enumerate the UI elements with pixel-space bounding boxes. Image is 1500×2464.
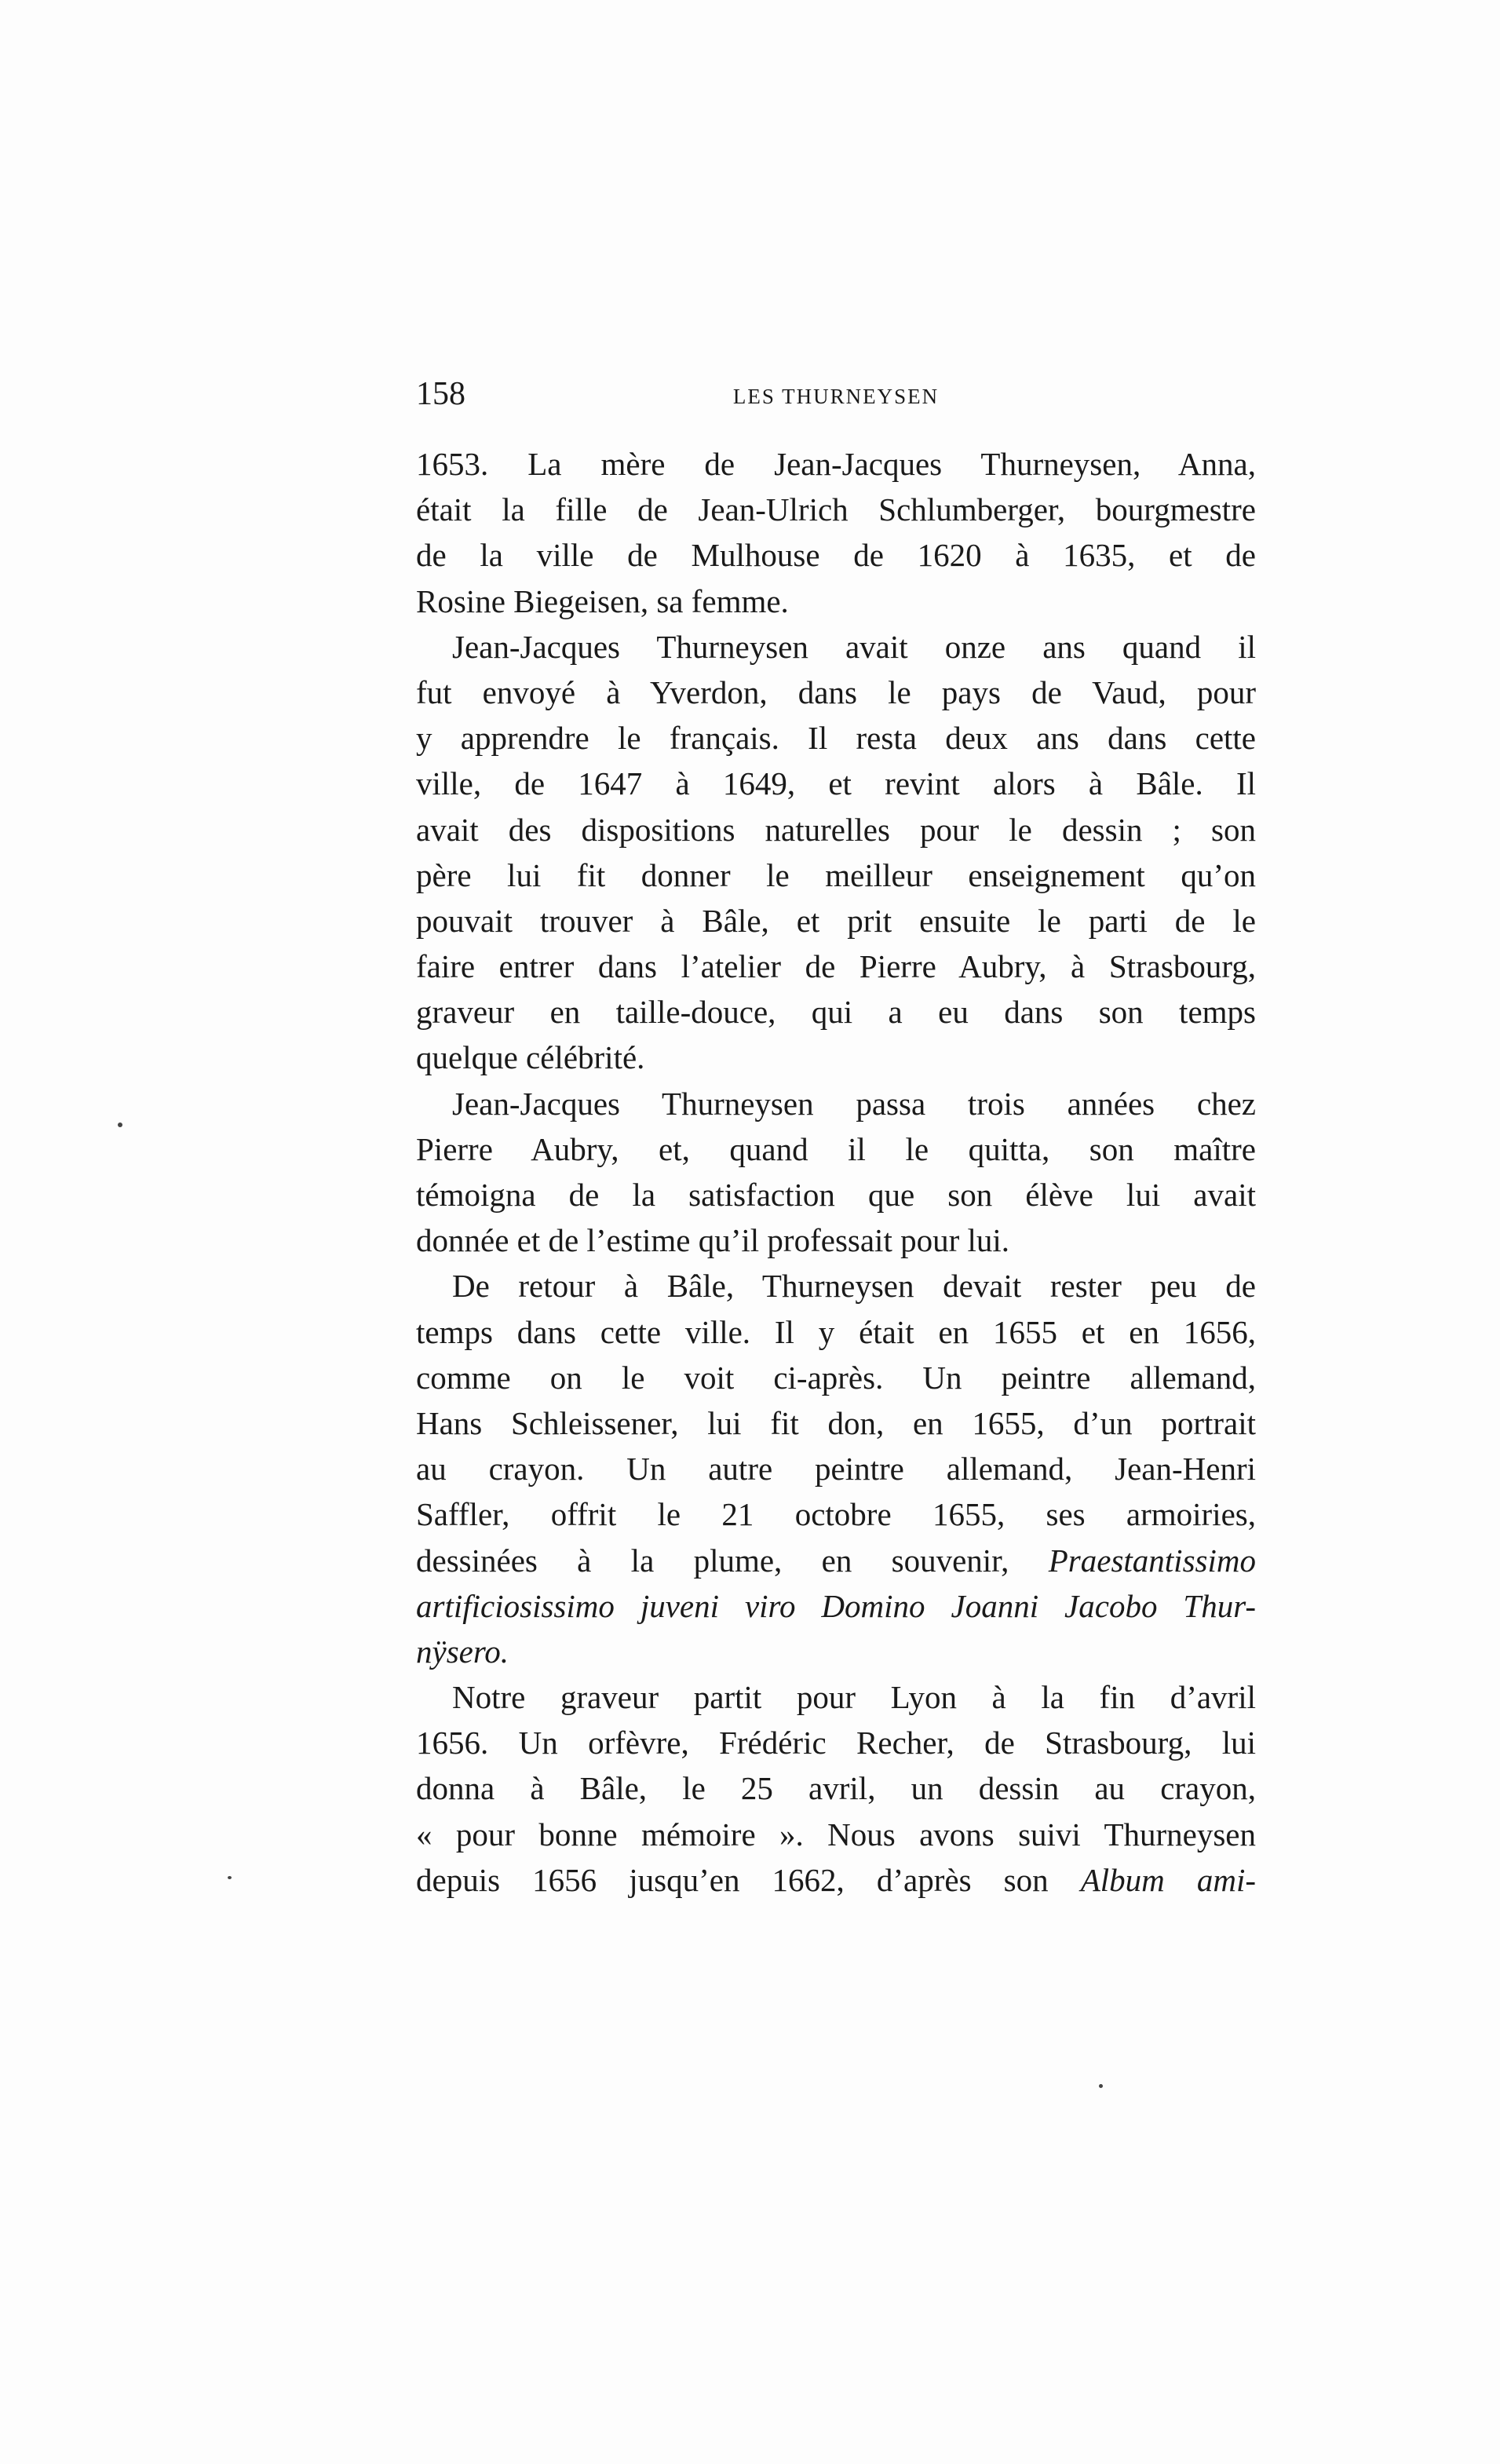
text: était la fille de Jean-Ulrich Schlumberger, bourgmestre (416, 491, 1256, 528)
text: témoigna de la satisfaction que son élève lui avait (416, 1177, 1256, 1213)
scan-speck (228, 1876, 232, 1879)
text: fut envoyé à Yverdon, dans le pays de Vaud, pour (416, 673, 1256, 710)
text-line (416, 1538, 1256, 1583)
text: donnée et de l’estime qu’il professait pour lui. (416, 1222, 1010, 1259)
italic-text: nÿsero. (416, 1633, 509, 1670)
text: Jean-Jacques Thurneysen avait onze ans quand il (452, 628, 1256, 665)
text: depuis 1656 jusqu’en 1662, d’après son (416, 1861, 1081, 1898)
text: au crayon. Un autre peintre allemand, Jean-Henri (416, 1451, 1256, 1488)
text-line (416, 532, 1256, 578)
text-line (416, 761, 1256, 806)
scan-speck (1099, 2084, 1103, 2088)
text: temps dans cette ville. Il y était en 1655 et en 1656, (416, 1313, 1256, 1350)
text: Jean-Jacques Thurneysen passa trois années chez (452, 1085, 1256, 1122)
text-line (416, 624, 1256, 670)
italic-text: Praestantissimo (1048, 1542, 1256, 1579)
text-line (416, 1629, 1256, 1674)
text-line (416, 1400, 1256, 1446)
text: comme on le voit ci-après. Un peintre allemand, (416, 1359, 1256, 1396)
running-title: LES THURNEYSEN (732, 385, 940, 408)
text: de la ville de Mulhouse de 1620 à 1635, et de (416, 537, 1256, 574)
scan-speck (118, 1122, 122, 1127)
text-line (416, 1812, 1256, 1857)
page-number: 158 (416, 376, 465, 412)
text: ville, de 1647 à 1649, et revint alors à Bâle. Il (416, 765, 1256, 802)
text-line (416, 1035, 1256, 1080)
text-line (416, 1172, 1256, 1217)
text-line (416, 1720, 1256, 1765)
text: Hans Schleissener, lui fit don, en 1655, d’un portrait (416, 1404, 1256, 1441)
text-line (416, 1217, 1256, 1263)
body-text (416, 441, 1256, 1903)
text: donna à Bâle, le 25 avril, un dessin au crayon, (416, 1770, 1256, 1807)
text: 1653. La mère de Jean-Jacques Thurneysen, Anna, (416, 446, 1256, 482)
text-line (416, 989, 1256, 1035)
text-line (416, 807, 1256, 852)
italic-text: artificiosissimo juveni viro Domino Joanni Jacobo Thur- (416, 1587, 1256, 1624)
text: faire entrer dans l’atelier de Pierre Aubry, à Strasbourg, (416, 948, 1256, 985)
text-line (416, 1355, 1256, 1400)
text: pouvait trouver à Bâle, et prit ensuite le parti de le (416, 902, 1256, 939)
text: 1656. Un orfèvre, Frédéric Recher, de Strasbourg, lui (416, 1725, 1256, 1761)
text: père lui fit donner le meilleur enseignement qu’on (416, 856, 1256, 893)
text-line (416, 852, 1256, 898)
text: Rosine Biegeisen, sa femme. (416, 582, 789, 619)
text: y apprendre le français. Il resta deux ans dans cette (416, 720, 1256, 757)
text-line (416, 1583, 1256, 1629)
text: De retour à Bâle, Thurneysen devait rester peu de (452, 1268, 1256, 1305)
text-line (416, 1126, 1256, 1172)
text-line (416, 1263, 1256, 1309)
text-line (416, 1446, 1256, 1491)
text: « pour bonne mémoire ». Nous avons suivi Thurneysen (416, 1816, 1256, 1853)
text-line (416, 441, 1256, 487)
text: Notre graveur partit pour Lyon à la fin d’avril (452, 1679, 1256, 1716)
text-line (416, 1765, 1256, 1811)
text-line (416, 579, 1256, 624)
text: quelque célébrité. (416, 1039, 645, 1076)
text-line (416, 487, 1256, 532)
text-line (416, 944, 1256, 989)
text-line (416, 715, 1256, 761)
text-line (416, 1081, 1256, 1126)
text-line (416, 898, 1256, 944)
text-line (416, 1309, 1256, 1355)
text: Saffler, offrit le 21 octobre 1655, ses armoiries, (416, 1496, 1256, 1533)
text: Pierre Aubry, et, quand il le quitta, son maître (416, 1130, 1256, 1167)
text: dessinées à la plume, en souvenir, (416, 1542, 1049, 1579)
text: avait des dispositions naturelles pour le dessin ; son (416, 811, 1256, 848)
italic-text: Album ami- (1080, 1861, 1256, 1898)
text-line (416, 1491, 1256, 1537)
text-line (416, 1857, 1256, 1903)
page-header (416, 375, 1256, 414)
text: graveur en taille-douce, qui a eu dans son temps (416, 994, 1256, 1031)
text-line (416, 1674, 1256, 1720)
text-line (416, 670, 1256, 715)
